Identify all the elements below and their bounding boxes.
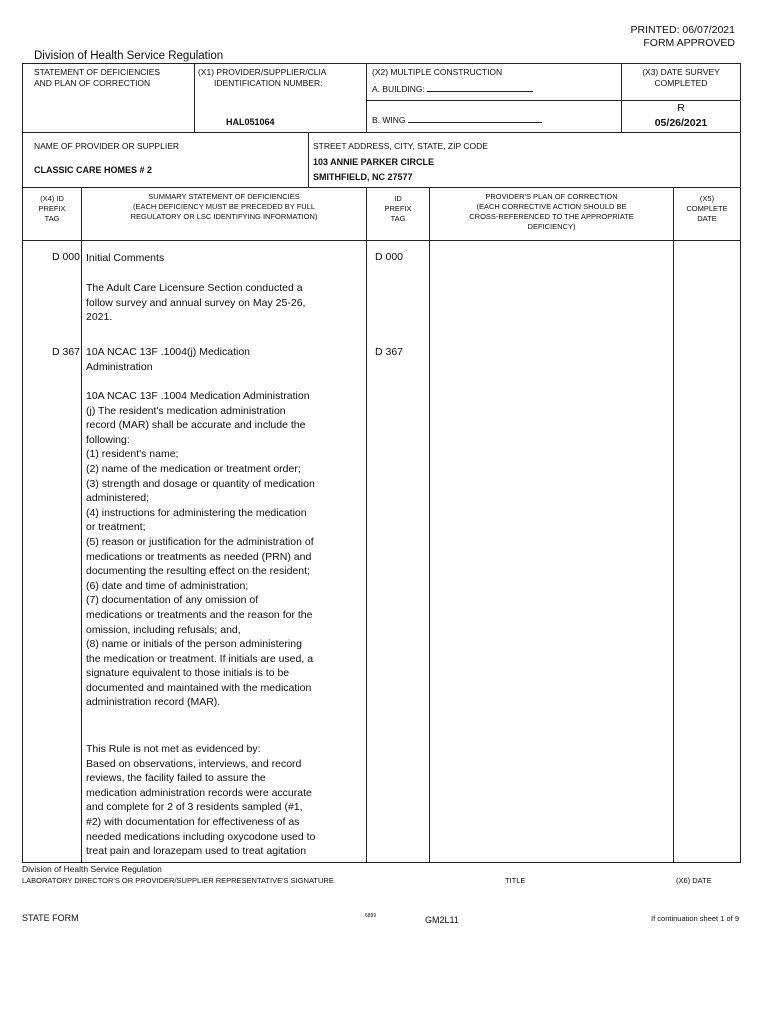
x2-label: (X2) MULTIPLE CONSTRUCTION [372, 67, 503, 77]
printed-date: PRINTED: 06/07/2021 [630, 24, 735, 36]
row-id-tag-d367: D 367 [375, 346, 404, 358]
wing-field [408, 122, 542, 123]
initial-comments-text: The Adult Care Licensure Section conducted a follow survey and annual survey on May 25-26, 2021. [86, 282, 306, 324]
building-label: A. BUILDING: [372, 84, 533, 95]
event-id: GM2L11 [425, 915, 459, 925]
x4-header: (X4) ID PREFIX TAG [38, 194, 66, 223]
wing-label: B. WING [372, 115, 542, 126]
provider-name-label: NAME OF PROVIDER OR SUPPLIER [34, 141, 179, 151]
d367-findings-text: This Rule is not met as evidenced by: Based on observations, interviews, and record reviews, the facility failed to assure the medication administration records were accurate and complete for 2 of 3 residents sampled (#1, #2) with documentation for effectiveness of as needed medications including oxycodone used to treat pain and lorazepam used to treat agitation [86, 743, 316, 858]
building-field [427, 91, 533, 92]
x6-date-label: (X6) DATE [676, 876, 712, 885]
provider-id-number: HAL051064 [226, 117, 275, 127]
initial-comments-heading: Initial Comments [86, 252, 165, 264]
form-number: 6899 [365, 913, 377, 919]
address-line2: SMITHFIELD, NC 27577 [313, 172, 413, 182]
title-label: TITLE [505, 876, 526, 885]
d367-rule-text: 10A NCAC 13F .1004 Medication Administration (j) The resident's medication administration record (MAR) shall be accurate and include the following: (1) resident's name; (2) name of the medication or treatment order; (3) strength and dosage or quantity of medication administered; (4) instructions for administering the medication or treatment; (5) reason or justification for the administration of medications or treatments as needed (PRN) and documenting the resulting effect on the resident; (6) date and time of administration; (7) documentation of any omission of medications or treatments and the reason for the omission, including refusals; and, (8) name or initials of the person administering the medication or treatment. If initials are used, a signature equivalent to those initials is to be documented and maintained with the medication administration record (MAR). [86, 390, 315, 709]
summary-header: SUMMARY STATEMENT OF DEFICIENCIES (EACH DEFICIENCY MUST BE PRECEDED BY FULL REGULATORY OR LSC IDENTIFYING INFORMATION) [130, 192, 318, 221]
x1-label-1: (X1) PROVIDER/SUPPLIER/CLIA [198, 67, 327, 77]
survey-date: 05/26/2021 [654, 117, 708, 129]
id-header: ID PREFIX TAG [384, 194, 412, 223]
address-label: STREET ADDRESS, CITY, STATE, ZIP CODE [313, 141, 488, 151]
statement-label: STATEMENT OF DEFICIENCIES AND PLAN OF CORRECTION [34, 67, 161, 88]
division-title: Division of Health Service Regulation [34, 50, 224, 62]
form-status: FORM APPROVED [643, 37, 735, 49]
d367-heading: 10A NCAC 13F .1004(j) Medication Administration [86, 346, 250, 373]
survey-code: R [677, 102, 685, 114]
signature-label: LABORATORY DIRECTOR'S OR PROVIDER/SUPPLIER REPRESENTATIVE'S SIGNATURE [22, 876, 334, 885]
row-tag-d000: D 000 [51, 251, 80, 263]
continuation-sheet: If continuation sheet 1 of 9 [651, 914, 739, 923]
plan-header: PROVIDER'S PLAN OF CORRECTION (EACH CORRECTIVE ACTION SHOULD BE CROSS-REFERENCED TO THE APPROPRIATE DEFICIENCY) [469, 192, 634, 231]
row-tag-d367: D 367 [51, 346, 80, 358]
x1-label-2: IDENTIFICATION NUMBER: [214, 78, 323, 88]
x3-label: (X3) DATE SURVEY COMPLETED [642, 67, 720, 88]
footer-division: Division of Health Service Regulation [22, 864, 162, 874]
row-id-tag-d000: D 000 [375, 251, 404, 263]
x5-header: (X5) COMPLETE DATE [686, 194, 728, 223]
address-line1: 103 ANNIE PARKER CIRCLE [313, 157, 435, 167]
state-form-label: STATE FORM [22, 913, 79, 923]
provider-name: CLASSIC CARE HOMES # 2 [34, 165, 153, 175]
